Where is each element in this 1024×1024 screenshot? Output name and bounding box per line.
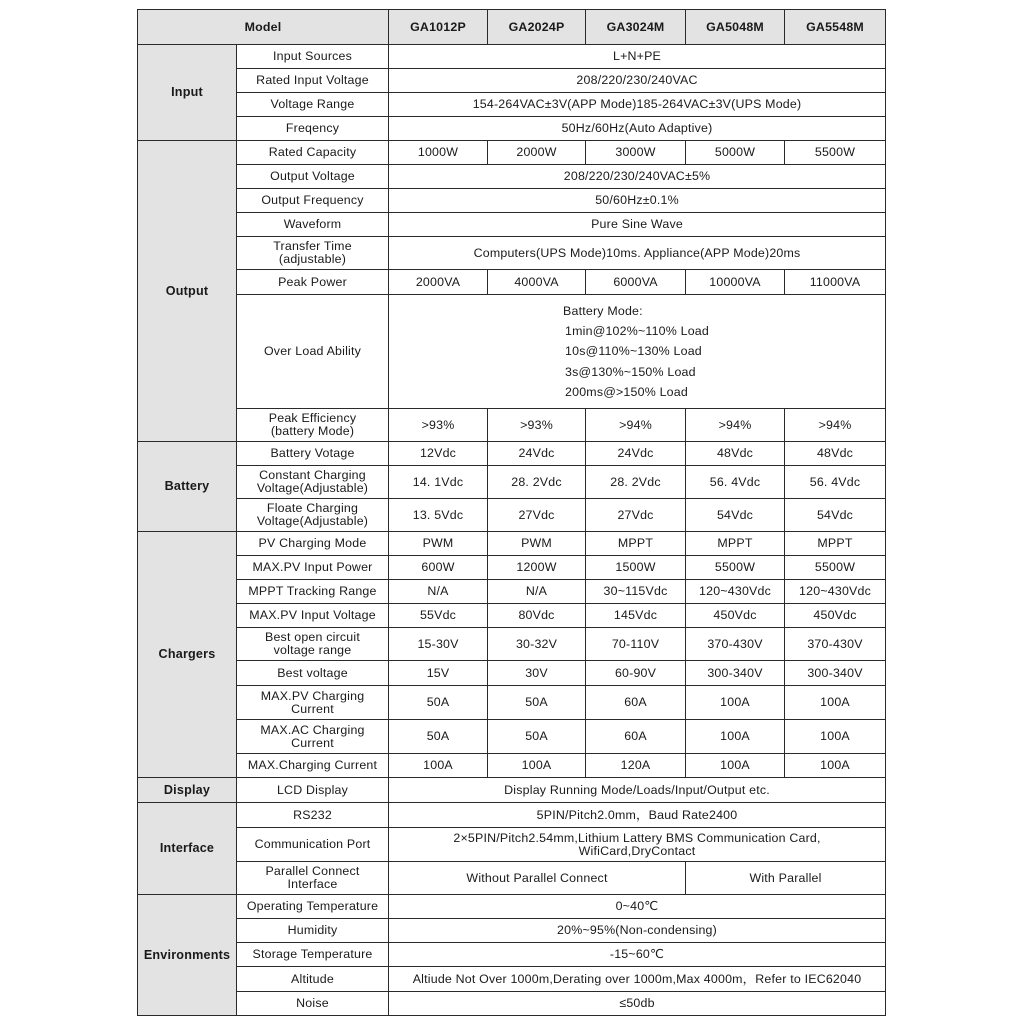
row-value-line: WifiCard,DryContact [578,843,696,858]
row-label [237,686,389,720]
cell-value: 300-340V [686,661,785,686]
model-name: GA3024M [586,10,686,45]
category-input: Input [138,45,237,141]
cell-value: N/A [488,580,586,604]
cell-value: 50A [389,686,488,720]
table-row [138,895,886,919]
cell-value: 30~115Vdc [586,580,686,604]
cell-value: 11000VA [785,270,886,295]
row-value: 0~40℃ [389,895,886,919]
cell-value: 15V [389,661,488,686]
row-label [237,237,389,270]
cell-value: 27Vdc [586,499,686,532]
cell-value: 145Vdc [586,604,686,628]
cell-value: 1500W [586,556,686,580]
table-row [138,967,886,992]
cell-value: 56. 4Vdc [785,466,886,499]
model-name: GA1012P [389,10,488,45]
cell-value: 15-30V [389,628,488,661]
cell-value: 6000VA [586,270,686,295]
cell-value: 28. 2Vdc [586,466,686,499]
row-label: Output Voltage [237,165,389,189]
cell-value: 2000VA [389,270,488,295]
cell-value: 50A [389,720,488,754]
table-row [138,442,886,466]
table-row [138,213,886,237]
table-row [138,778,886,803]
cell-value: 60-90V [586,661,686,686]
row-label: MPPT Tracking Range [237,580,389,604]
table-row [138,141,886,165]
table-row [138,295,886,409]
row-label: Operating Temperature [237,895,389,919]
cell-value: 50A [488,720,586,754]
cell-value: 70-110V [586,628,686,661]
row-label-line: Transfer Time [273,239,352,253]
row-label-line: Peak Efficiency [268,411,357,425]
over-load-lines [565,301,709,402]
row-label: Input Sources [237,45,389,69]
row-label: Freqency [237,117,389,141]
cell-value: 14. 1Vdc [389,466,488,499]
table-row [138,556,886,580]
row-label: Communication Port [237,828,389,862]
table-row [138,862,886,895]
cell-value: 100A [785,720,886,754]
cell-value: >94% [686,409,785,442]
cell-value: 100A [686,720,785,754]
table-row [138,532,886,556]
table-row [138,270,886,295]
row-label: Battery Votage [237,442,389,466]
cell-value: 3000W [586,141,686,165]
row-label: Waveform [237,213,389,237]
table-row [138,992,886,1016]
row-value-line: 2×5PIN/Pitch2.54mm,Lithium Lattery BMS Communication Card, [453,830,821,845]
cell-value: N/A [389,580,488,604]
cell-value: 600W [389,556,488,580]
cell-value: >94% [586,409,686,442]
row-value: 50Hz/60Hz(Auto Adaptive) [389,117,886,141]
row-label: Peak Power [237,270,389,295]
cell-value: 12Vdc [389,442,488,466]
table-row [138,466,886,499]
model-header: Model [138,10,389,45]
row-label-line: Constant Charging [259,468,366,482]
over-load-block [389,295,886,409]
row-label: Best voltage [237,661,389,686]
cell-value: MPPT [785,532,886,556]
header-row [138,10,886,45]
row-value: Altiude Not Over 1000m,Derating over 1000m,Max 4000m，Refer to IEC62040 [389,967,886,992]
row-label-line: Best open circuit [265,630,360,644]
row-label: Voltage Range [237,93,389,117]
row-label: MAX.PV Input Voltage [237,604,389,628]
row-label: LCD Display [237,778,389,803]
row-value: ≤50db [389,992,886,1016]
row-value: 50/60Hz±0.1% [389,189,886,213]
row-label: Rated Capacity [237,141,389,165]
row-label [237,466,389,499]
table-row [138,69,886,93]
spec-table [137,9,886,1016]
cell-value: PWM [488,532,586,556]
cell-value: >93% [488,409,586,442]
cell-value: 120~430Vdc [686,580,785,604]
cell-value: 1200W [488,556,586,580]
cell-value: 5500W [686,556,785,580]
row-value: Pure Sine Wave [389,213,886,237]
category-battery: Battery [138,442,237,532]
cell-value: 300-340V [785,661,886,686]
table-row [138,45,886,69]
cell-value: >93% [389,409,488,442]
cell-value: 4000VA [488,270,586,295]
row-label-line: MAX.AC Charging [260,722,365,737]
row-value: 208/220/230/240VAC [389,69,886,93]
cell-value: 100A [785,686,886,720]
table-row [138,803,886,828]
row-label: PV Charging Mode [237,532,389,556]
table-row [138,93,886,117]
table-row [138,943,886,967]
model-name: GA5548M [785,10,886,45]
cell-value: 80Vdc [488,604,586,628]
table-row [138,720,886,754]
row-label-line: Current [291,701,334,716]
category-chargers: Chargers [138,532,237,778]
row-label: Noise [237,992,389,1016]
cell-value: 60A [586,686,686,720]
cell-value: 450Vdc [785,604,886,628]
cell-value: 48Vdc [686,442,785,466]
cell-value: 24Vdc [586,442,686,466]
model-name: GA5048M [686,10,785,45]
row-label-line: Voltage(Adjustable) [256,481,369,495]
row-label: Altitude [237,967,389,992]
row-label: Output Frequency [237,189,389,213]
table-row [138,919,886,943]
row-value: Display Running Mode/Loads/Input/Output etc. [389,778,886,803]
cell-value: 370-430V [686,628,785,661]
table-row [138,165,886,189]
cell-value: 100A [686,754,785,778]
cell-value: 120A [586,754,686,778]
category-output: Output [138,141,237,442]
over-load-line: 3s@130%~150% Load [565,364,696,379]
row-value: L+N+PE [389,45,886,69]
table-row [138,189,886,213]
row-label: Rated Input Voltage [237,69,389,93]
cell-value: 10000VA [686,270,785,295]
row-value: Without Parallel Connect [389,862,686,895]
row-label [237,720,389,754]
cell-value: 370-430V [785,628,886,661]
table-row [138,409,886,442]
row-label [237,409,389,442]
table-row [138,117,886,141]
over-load-line: 200ms@>150% Load [565,384,688,399]
cell-value: 100A [686,686,785,720]
table-row [138,237,886,270]
cell-value: 27Vdc [488,499,586,532]
cell-value: 2000W [488,141,586,165]
row-label-line: voltage range [273,643,352,657]
cell-value: 55Vdc [389,604,488,628]
table-row [138,686,886,720]
table-row [138,754,886,778]
cell-value: 13. 5Vdc [389,499,488,532]
row-value: -15~60℃ [389,943,886,967]
category-interface: Interface [138,803,237,895]
row-label: RS232 [237,803,389,828]
row-label: MAX.Charging Current [237,754,389,778]
cell-value: 28. 2Vdc [488,466,586,499]
cell-value: >94% [785,409,886,442]
cell-value: 50A [488,686,586,720]
cell-value: 5000W [686,141,785,165]
row-value: With Parallel [686,862,886,895]
over-load-line: 1min@102%~110% Load [565,324,709,339]
row-label: Humidity [237,919,389,943]
table-row [138,628,886,661]
category-environments: Environments [138,895,237,1016]
row-label-line: MAX.PV Charging [260,688,365,703]
row-label-line: Voltage(Adjustable) [256,514,369,528]
row-label: MAX.PV Input Power [237,556,389,580]
category-display: Display [138,778,237,803]
cell-value: 30V [488,661,586,686]
cell-value: 56. 4Vdc [686,466,785,499]
row-value [389,828,886,862]
table-row [138,580,886,604]
cell-value: 54Vdc [686,499,785,532]
cell-value: 5500W [785,141,886,165]
row-value: 208/220/230/240VAC±5% [389,165,886,189]
row-value: 154-264VAC±3V(APP Mode)185-264VAC±3V(UPS Mode) [389,93,886,117]
row-value: 5PIN/Pitch2.0mm，Baud Rate2400 [389,803,886,828]
table-row [138,828,886,862]
row-value: 20%~95%(Non-condensing) [389,919,886,943]
cell-value: PWM [389,532,488,556]
cell-value: 100A [488,754,586,778]
cell-value: 120~430Vdc [785,580,886,604]
row-label-line: Floate Charging [266,501,359,515]
row-label: Over Load Ability [237,295,389,409]
row-label: Storage Temperature [237,943,389,967]
cell-value: MPPT [586,532,686,556]
table-row [138,604,886,628]
cell-value: 5500W [785,556,886,580]
cell-value: 100A [389,754,488,778]
table-row [138,499,886,532]
row-label [237,862,389,895]
cell-value: 48Vdc [785,442,886,466]
row-label [237,499,389,532]
row-value: Computers(UPS Mode)10ms. Appliance(APP Mode)20ms [389,237,886,270]
row-label-line: Parallel Connect [265,864,360,878]
cell-value: MPPT [686,532,785,556]
cell-value: 100A [785,754,886,778]
cell-value: 24Vdc [488,442,586,466]
cell-value: 450Vdc [686,604,785,628]
row-label-line: Current [291,735,334,750]
over-load-line: 10s@110%~130% Load [565,344,702,359]
row-label-line: (battery Mode) [270,424,355,438]
cell-value: 54Vdc [785,499,886,532]
cell-value: 60A [586,720,686,754]
row-label [237,628,389,661]
cell-value: 1000W [389,141,488,165]
model-name: GA2024P [488,10,586,45]
table-row [138,661,886,686]
row-label-line: (adjustable) [278,252,347,266]
cell-value: 30-32V [488,628,586,661]
over-load-line: Battery Mode: [563,303,643,318]
row-label-line: Interface [287,877,338,891]
